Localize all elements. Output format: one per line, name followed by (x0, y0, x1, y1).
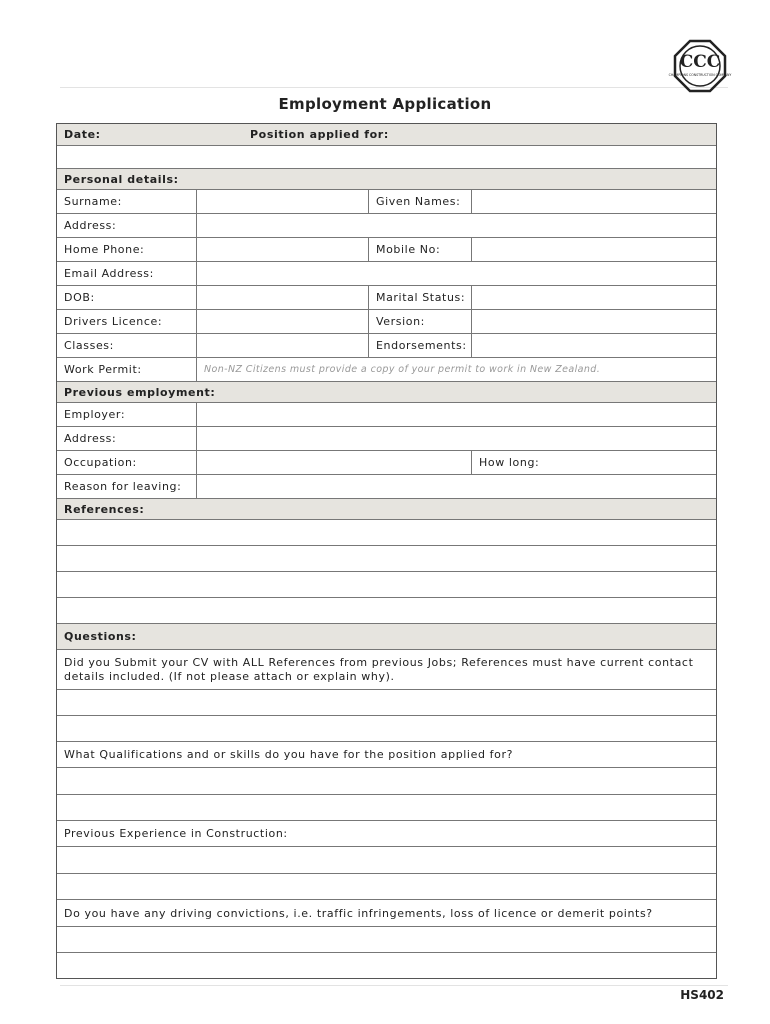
email-row (57, 262, 716, 286)
previous-heading-row (57, 382, 716, 403)
answer-4-line-1[interactable] (57, 927, 716, 953)
prev-address-row (57, 427, 716, 451)
question-4-text: Do you have any driving convictions, i.e. traffic infringements, loss of licence or demerit points? (64, 906, 653, 920)
question-2-text: What Qualifications and or skills do you have for the position applied for? (64, 748, 514, 761)
surname-field[interactable] (197, 190, 368, 213)
reason-row (57, 475, 716, 499)
references-heading-row (57, 499, 716, 520)
references-heading: References: (64, 502, 145, 516)
dob-field[interactable] (197, 286, 368, 309)
version-label: Version: (376, 315, 425, 328)
reference-line-2[interactable] (57, 546, 716, 572)
marital-status-label: Marital Status: (376, 291, 466, 304)
reference-line-1[interactable] (57, 520, 716, 546)
personal-heading: Personal details: (64, 172, 179, 186)
occupation-field[interactable] (197, 451, 471, 474)
dob-row (57, 286, 716, 310)
address-label: Address: (64, 219, 117, 232)
work-permit-label: Work Permit: (64, 363, 142, 376)
logo-text: CHAMPIONS CONSTRUCTION COMPANY (668, 73, 732, 77)
home-phone-label: Home Phone: (64, 243, 145, 256)
answer-3-line-2[interactable] (57, 874, 716, 900)
surname-label: Surname: (64, 195, 122, 208)
question-3-row (57, 821, 716, 847)
application-form (56, 123, 717, 979)
given-names-label: Given Names: (376, 195, 461, 208)
version-field[interactable] (472, 310, 716, 333)
answer-2-line-1[interactable] (57, 768, 716, 795)
address-field[interactable] (197, 214, 716, 237)
date-label: Date: (64, 128, 101, 141)
question-4-row (57, 900, 716, 927)
drivers-licence-field[interactable] (197, 310, 368, 333)
question-2-row (57, 742, 716, 768)
position-label: Position applied for: (250, 128, 389, 141)
reference-line-3[interactable] (57, 572, 716, 598)
phone-row (57, 238, 716, 262)
employer-label: Employer: (64, 408, 126, 421)
prev-address-label: Address: (64, 432, 117, 445)
reason-label: Reason for leaving: (64, 480, 182, 493)
answer-3-line-1[interactable] (57, 847, 716, 874)
marital-status-field[interactable] (472, 286, 716, 309)
reference-line-4[interactable] (57, 598, 716, 624)
bottom-divider (60, 985, 728, 986)
answer-4-line-2[interactable] (57, 953, 716, 978)
questions-heading: Questions: (64, 630, 137, 643)
question-1-text: Did you Submit your CV with ALL References from previous Jobs; References must have current contact details included. (If not please attach or explain why). (64, 656, 694, 683)
home-phone-field[interactable] (197, 238, 368, 261)
dob-label: DOB: (64, 291, 95, 304)
company-logo (668, 40, 732, 92)
document-title: Employment Application (278, 95, 492, 113)
logo-letters: CCC (679, 52, 721, 72)
occupation-row (57, 451, 716, 475)
questions-heading-row (57, 624, 716, 650)
mobile-label: Mobile No: (376, 243, 441, 256)
how-long-label[interactable]: How long: (479, 456, 540, 469)
prev-address-field[interactable] (197, 427, 716, 450)
employer-field[interactable] (197, 403, 716, 426)
licence-row (57, 310, 716, 334)
question-3-text: Previous Experience in Construction: (64, 827, 288, 840)
email-field[interactable] (197, 262, 716, 285)
occupation-label: Occupation: (64, 456, 137, 469)
classes-label: Classes: (64, 339, 114, 352)
work-permit-row (57, 358, 716, 382)
answer-2-line-2[interactable] (57, 795, 716, 821)
mobile-field[interactable] (472, 238, 716, 261)
endorsements-label: Endorsements: (376, 339, 467, 352)
answer-1-line-2[interactable] (57, 716, 716, 742)
personal-heading-row (57, 169, 716, 190)
drivers-licence-label: Drivers Licence: (64, 315, 163, 328)
question-1-row (57, 650, 716, 690)
surname-row (57, 190, 716, 214)
reason-field[interactable] (197, 475, 716, 498)
classes-row (57, 334, 716, 358)
classes-field[interactable] (197, 334, 368, 357)
top-divider (60, 87, 728, 88)
employer-row (57, 403, 716, 427)
header-input-row[interactable] (57, 146, 716, 169)
answer-1-line-1[interactable] (57, 690, 716, 716)
given-names-field[interactable] (472, 190, 716, 213)
address-row (57, 214, 716, 238)
document-code: HS402 (680, 988, 724, 1002)
previous-heading: Previous employment: (64, 385, 216, 399)
email-label: Email Address: (64, 267, 154, 280)
header-row (57, 124, 716, 146)
endorsements-field[interactable] (472, 334, 716, 357)
work-permit-note[interactable]: Non-NZ Citizens must provide a copy of your permit to work in New Zealand. (204, 364, 601, 375)
